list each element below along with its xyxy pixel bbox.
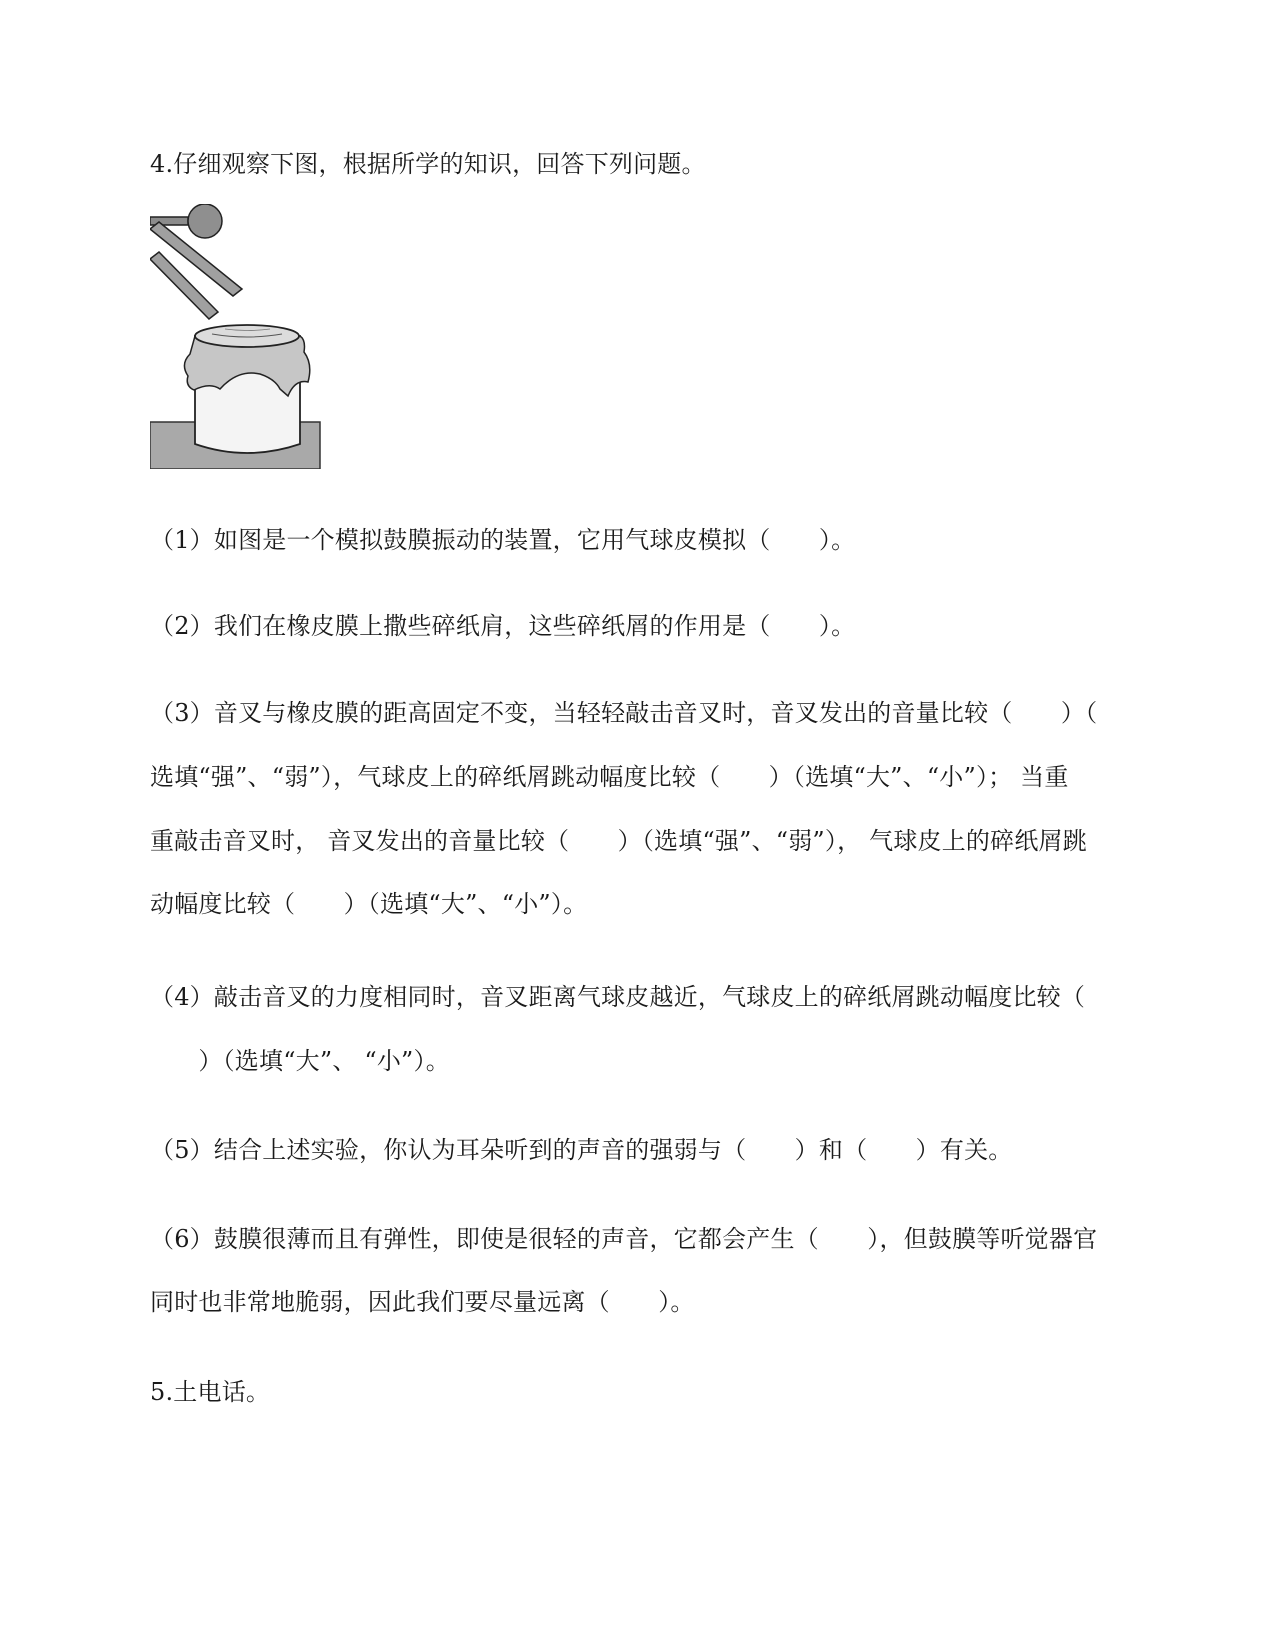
question-4-sub-1: （1）如图是一个模拟鼓膜振动的装置，它用气球皮模拟（ ）。	[150, 526, 856, 554]
drum-membrane-experiment-illustration	[150, 204, 325, 469]
question-4-sub-6-line-1: （6）鼓膜很薄而且有弹性，即使是很轻的声音，它都会产生（ ），但鼓膜等听觉器官	[150, 1225, 1098, 1253]
question-4-sub-6-line-2: 同时也非常地脆弱，因此我们要尽量远离（ ）。	[150, 1288, 695, 1316]
question-4-sub-3-line-2: 选填“强”、“弱”），气球皮上的碎纸屑跳动幅度比较（ ）（选填“大”、“小”）； 当重	[150, 763, 1069, 791]
question-4-sub-3-line-4: 动幅度比较（ ）（选填“大”、“小”）。	[150, 890, 588, 918]
question-4-sub-4-line-2: ）（选填“大”、 “小”）。	[150, 1047, 450, 1075]
question-4-sub-3-line-1: （3）音叉与橡皮膜的距高固定不变，当轻轻敲击音叉时，音叉发出的音量比较（ ）（	[150, 699, 1098, 727]
question-4-sub-3-line-3: 重敲击音叉时， 音叉发出的音量比较（ ）（选填“强”、“弱”）， 气球皮上的碎纸屑跳	[150, 827, 1087, 855]
question-4-sub-4-line-1: （4）敲击音叉的力度相同时，音叉距离气球皮越近，气球皮上的碎纸屑跳动幅度比较（	[150, 983, 1086, 1011]
question-5-title: 5.土电话。	[150, 1378, 271, 1406]
question-4-title: 4.仔细观察下图，根据所学的知识，回答下列问题。	[150, 150, 706, 178]
question-4-sub-2: （2）我们在橡皮膜上撒些碎纸肩，这些碎纸屑的作用是（ ）。	[150, 612, 856, 640]
question-4-sub-5: （5）结合上述实验，你认为耳朵听到的声音的强弱与（ ）和（ ）有关。	[150, 1136, 1013, 1164]
